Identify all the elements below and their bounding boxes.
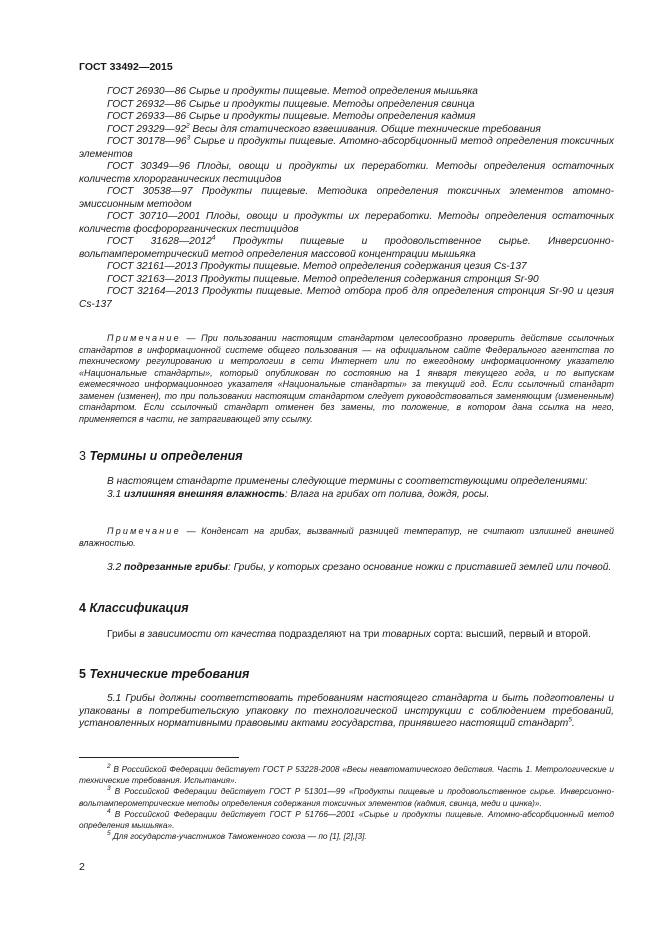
reference-item: ГОСТ 32163—2013 Продукты пищевые. Метод определения содержания стронция Sr-90 (107, 273, 539, 285)
term-3-1: 3.1 излишняя внешняя влажность: Влага на грибах от полива, дождя, росы. (107, 488, 490, 500)
reference-item (79, 124, 614, 137)
reference-code: ГОСТ 31628—2012 (107, 236, 212, 247)
reference-item: ГОСТ 30349—96 Плоды, овощи и продукты их переработки. Методы определения остаточных количеств хлорорганических пестицидов (79, 161, 614, 185)
section-3-heading: 3 Термины и определения (79, 449, 243, 463)
section-5-heading: 5 Технические требования (79, 667, 250, 681)
reference-item: ГОСТ 30538—97 Продукты пищевые. Методика определения токсичных элементов атомно-эмиссионным методом (79, 186, 614, 210)
reference-title: Сырье и продукты пищевые. Атомно-абсорбционный метод определения токсичных элементов (79, 136, 615, 160)
note-term-3-1: Примечание — Конденсат на грибах, вызванный разницей температур, не считают излишней внешней влажностью. (79, 526, 614, 548)
footnote-divider (79, 757, 239, 758)
footnote: $^3$ В Российской Федерации действует ГОСТ Р 51301—99 «Продукты пищевые и продовольственное сырье. Инверсионно-вольтамперометрические методы определения содержания токсичных элементов (кадмия, свинца, меди и цинка)». (79, 785, 614, 808)
footnote: $^5$ Для государств-участников Таможенного союза — по [1], [2],[3]. (107, 830, 367, 842)
footnote-ref: 3 (186, 134, 191, 142)
reference-item: ГОСТ 32161—2013 Продукты пищевые. Метод определения содержания цезия Cs-137 (107, 261, 527, 272)
normative-references (79, 86, 614, 311)
reference-code: ГОСТ 30178—96 (107, 136, 187, 147)
footnote: $^4$ В Российской Федерации действует ГОСТ Р 51766—2001 «Сырье и продукты пищевые. Атомно-абсорбционный метод определения мышьяка». (79, 808, 614, 831)
reference-item (79, 236, 614, 261)
footnote-ref: 2 (186, 122, 190, 130)
footnote: $^2$ В Российской Федерации действует ГОСТ Р 53228-2008 «Весы неавтоматического действия. Часть 1. Метрологические и технические требования. Испытания». (79, 763, 614, 786)
note-label: Примечание (107, 333, 181, 343)
reference-item (79, 136, 614, 161)
section-4-heading: 4 Классификация (79, 601, 189, 615)
section-5-body: 5.1 Грибы должны соответствовать требованиям настоящего стандарта и быть подготовлены и упакованы в потребительскую упаковку по технологической инструкции с соблюдением требований, установленных нормативными правовыми актами государства, принявшего настоящий стандарт$^5$. (79, 693, 614, 729)
section-3-body (79, 476, 614, 501)
note-references (79, 333, 614, 425)
page-number: 2 (79, 861, 85, 873)
reference-item: ГОСТ 32164—2013 Продукты пищевые. Метод отбора проб для определения стронция Sr-90 и цезия Cs-137 (79, 286, 614, 310)
reference-item: ГОСТ 26930—86 Сырье и продукты пищевые. Метод определения мышьяка (107, 86, 478, 97)
note-text: — При пользовании настоящим стандартом целесообразно проверить действие ссылочных стандартов в информационной системе общего пользования — на официальном сайте Федерального агентства по техническому регулированию и метрологии в сети Интернет или по ежегодному информационному указателю «Национальные стандарты», который опубликован по состоянию на 1 января текущего года, и по выпускам ежемесячного информационного указателя «Национальные стандарты» за текущий год. Если ссылочный стандарт заменен (изменен), то при пользовании настоящим стандартом следует руководствоваться заменяющим (измененным) стандартом. Если ссылочный стандарт отменен без замены, то положение, в котором дана ссылка на него, применяется в части, не затрагивающей эту ссылку. (79, 333, 614, 424)
section-4-body: Грибы в зависимости от качества подразделяют на три товарных сорта: высший, первый и второй. (107, 629, 591, 640)
reference-item: ГОСТ 30710—2001 Плоды, овощи и продукты их переработки. Методы определения остаточных количеств фосфорорганических пестицидов (79, 211, 614, 235)
term-3-2: 3.2 подрезанные грибы: Грибы, у которых срезано основание ножки с приставшей землей или почвой. (107, 562, 612, 573)
section-3-intro: В настоящем стандарте применены следующие термины с соответствующими определениями: (107, 476, 588, 487)
document-header: ГОСТ 33492—2015 (79, 61, 173, 73)
reference-title: Весы для статического взвешивания. Общие технические требования (189, 123, 541, 135)
reference-item: ГОСТ 26933—86 Сырье и продукты пищевые. Методы определения кадмия (107, 111, 476, 122)
reference-code: ГОСТ 29329—92 (107, 123, 187, 135)
reference-item: ГОСТ 26932—86 Сырье и продукты пищевые. Методы определения свинца (107, 98, 475, 110)
footnotes (79, 764, 614, 842)
reference-title: Продукты пищевые и продовольственное сырье. Инверсионно-вольтамперометрический метод определения массовой концентрации мышьяка (79, 236, 614, 260)
footnote-ref: 4 (211, 234, 216, 242)
